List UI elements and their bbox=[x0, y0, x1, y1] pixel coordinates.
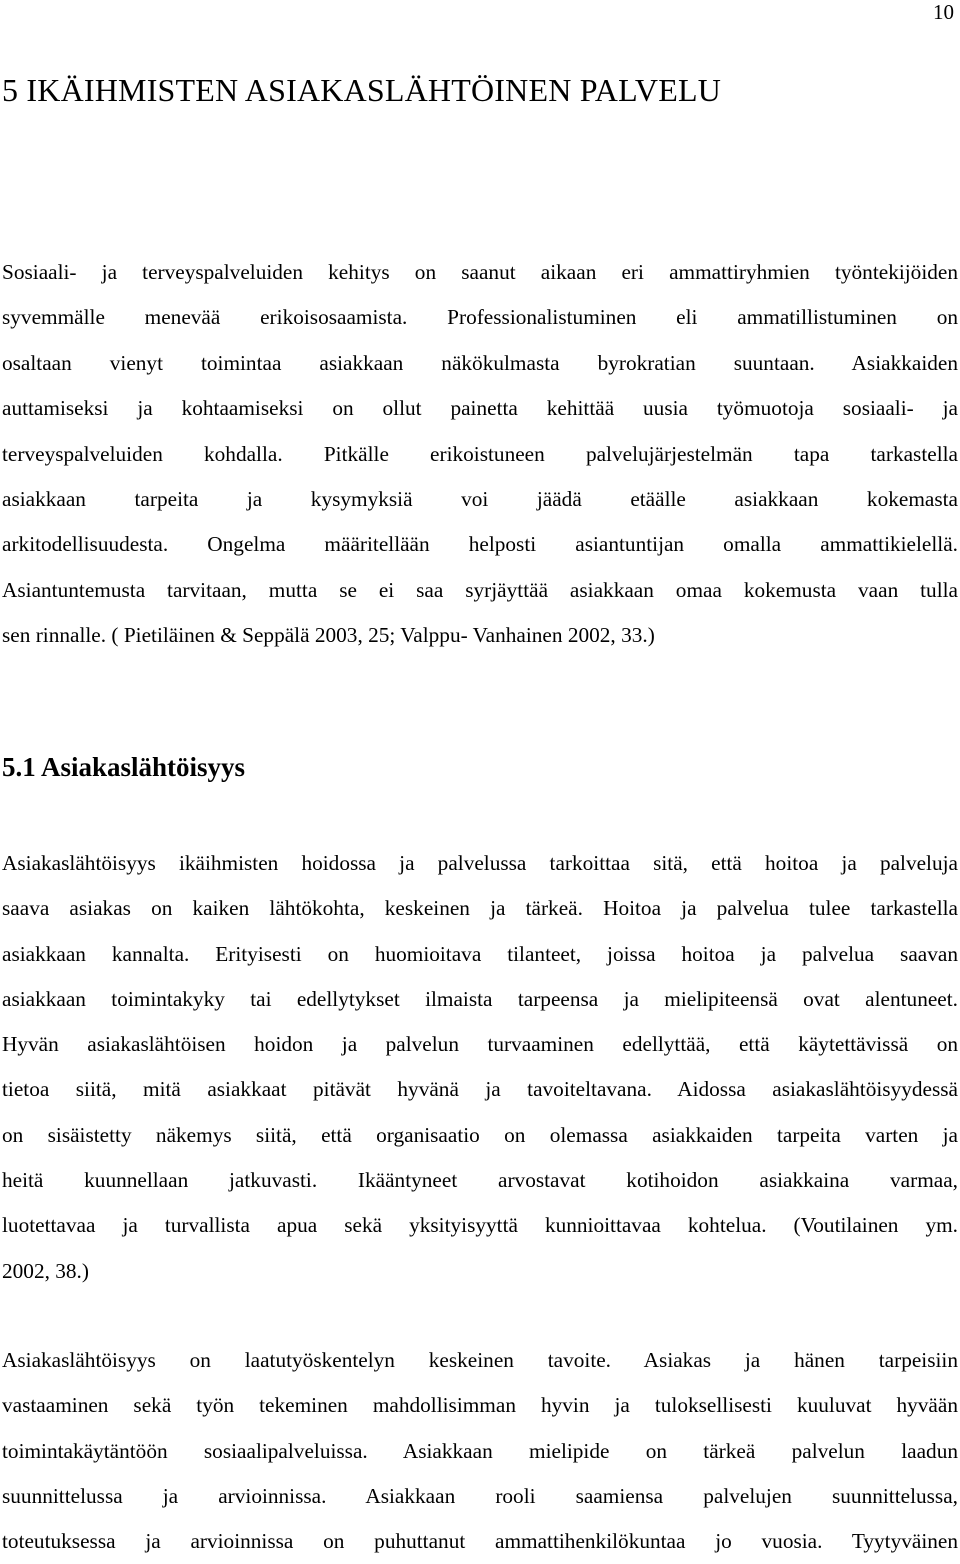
text-line: vastaaminen sekä työn tekeminen mahdollisimman hyvin ja tuloksellisesti kuuluvat hyvään bbox=[2, 1393, 958, 1418]
text-line: suunnittelussa ja arvioinnissa. Asiakkaan rooli saamiensa palvelujen suunnittelussa, bbox=[2, 1483, 958, 1508]
text-line: osaltaan vienyt toimintaa asiakkaan näkökulmasta byrokratian suuntaan. Asiakkaiden bbox=[2, 350, 958, 375]
paragraph-1 bbox=[2, 250, 958, 659]
text-line: arkitodellisuudesta. Ongelma määritellään helposti asiantuntijan omalla ammattikielellä. bbox=[2, 532, 958, 557]
text-line: terveyspalveluiden kohdalla. Pitkälle erikoistuneen palvelujärjestelmän tapa tarkastella bbox=[2, 441, 958, 466]
text-line: sen rinnalle. ( Pietiläinen & Seppälä 2003, 25; Valppu- Vanhainen 2002, 33.) bbox=[2, 623, 655, 648]
chapter-title: 5 IKÄIHMISTEN ASIAKASLÄHTÖINEN PALVELU bbox=[2, 72, 722, 108]
paragraph-3 bbox=[2, 1338, 958, 1564]
text-line: Asiantuntemusta tarvitaan, mutta se ei saa syrjäyttää asiakkaan omaa kokemusta vaan tulla bbox=[2, 577, 958, 602]
text-line: tietoa siitä, mitä asiakkaat pitävät hyvänä ja tavoiteltavana. Aidossa asiakaslähtöisyydessä bbox=[2, 1077, 958, 1102]
text-line: asiakkaan kannalta. Erityisesti on huomioitava tilanteet, joissa hoitoa ja palvelua saavan bbox=[2, 941, 958, 966]
text-line: 2002, 38.) bbox=[2, 1258, 89, 1283]
text-line: syvemmälle menevää erikoisosaamista. Professionalistuminen eli ammatillistuminen on bbox=[2, 305, 958, 330]
text-line: saava asiakas on kaiken lähtökohta, keskeinen ja tärkeä. Hoitoa ja palvelua tulee tarkastella bbox=[2, 896, 958, 921]
page-number: 10 bbox=[933, 0, 954, 24]
text-line: Sosiaali- ja terveyspalveluiden kehitys on saanut aikaan eri ammattiryhmien työntekijöiden bbox=[2, 260, 958, 284]
text-line: luotettavaa ja turvallista apua sekä yksityisyyttä kunnioittavaa kohtelua. (Voutilainen ym. bbox=[2, 1213, 958, 1238]
section-title: 5.1 Asiakaslähtöisyys bbox=[2, 752, 246, 782]
text-line: toteutuksessa ja arvioinnissa on puhuttanut ammattihenkilökuntaa jo vuosia. Tyytyväinen bbox=[2, 1529, 958, 1554]
text-line: asiakkaan tarpeita ja kysymyksiä voi jäädä etäälle asiakkaan kokemasta bbox=[2, 487, 958, 512]
text-line: auttamiseksi ja kohtaamiseksi on ollut painetta kehittää uusia työmuotoja sosiaali- ja bbox=[2, 396, 958, 421]
text-line: on sisäistetty näkemys siitä, että organisaatio on olemassa asiakkaiden tarpeita varten ja bbox=[2, 1122, 958, 1147]
text-line: toimintakäytäntöön sosiaalipalveluissa. Asiakkaan mielipide on tärkeä palvelun laadun bbox=[2, 1438, 958, 1463]
text-line: asiakkaan toimintakyky tai edellytykset ilmaista tarpeensa ja mielipiteensä ovat alentuneet. bbox=[2, 986, 958, 1011]
text-line: Hyvän asiakaslähtöisen hoidon ja palvelun turvaaminen edellyttää, että käytettävissä on bbox=[2, 1032, 958, 1057]
text-line: heitä kuunnellaan jatkuvasti. Ikääntyneet arvostavat kotihoidon asiakkaina varmaa, bbox=[2, 1168, 958, 1193]
paragraph-2 bbox=[2, 841, 958, 1294]
text-line: Asiakaslähtöisyys ikäihmisten hoidossa ja palvelussa tarkoittaa sitä, että hoitoa ja palveluja bbox=[2, 851, 958, 875]
text-line: Asiakaslähtöisyys on laatutyöskentelyn keskeinen tavoite. Asiakas ja hänen tarpeisiin bbox=[2, 1348, 958, 1372]
